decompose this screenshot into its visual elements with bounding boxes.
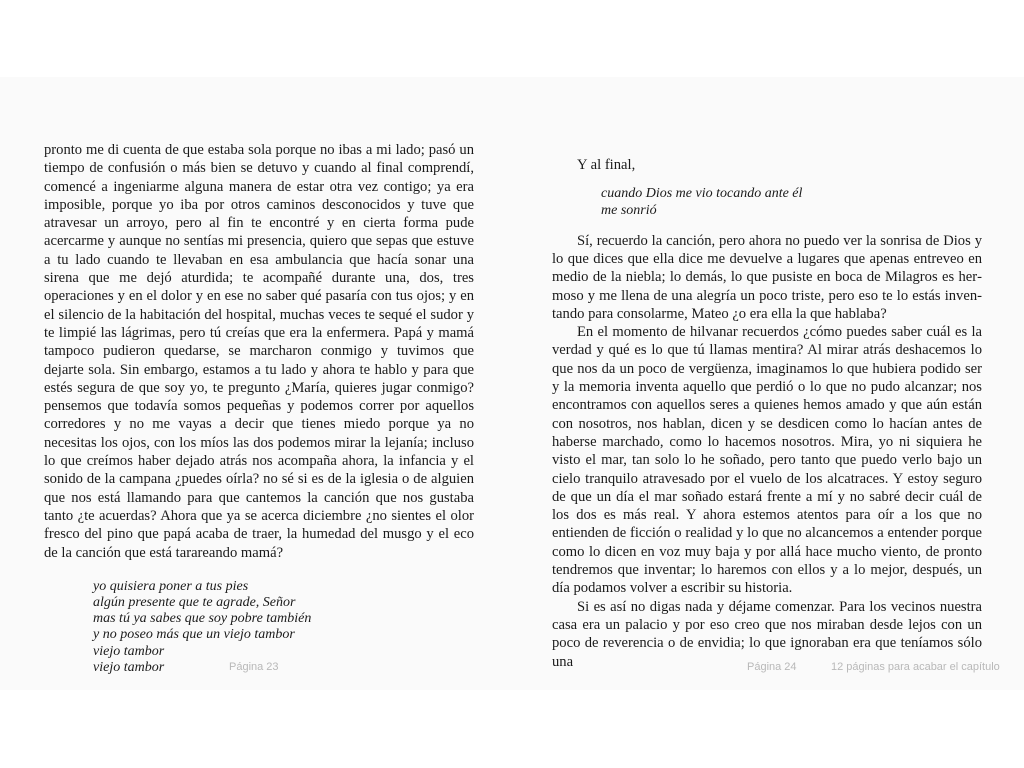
verse-line: cuando Dios me vio tocando ante él <box>601 186 803 202</box>
right-page-paragraph: Sí, recuerdo la canción, pero ahora no puedo ver la sonrisa de Dios y lo que dices que ella dice me devuelve a lugares que apenas entreveo en medio de la niebla; lo demás, lo que pusiste en boca de Milagros es hermoso y me llena de una alegría un poco triste, pero eso te lo estás inventando para consolarme, Mateo ¿o era ella la que hablaba? <box>552 232 982 322</box>
pages-remaining-in-chapter: 12 páginas para acabar el capítulo <box>831 661 1000 673</box>
right-page-number: Página 24 <box>747 661 797 673</box>
right-page-paragraph: Si es así no digas nada y déjame comenzar. Para los vecinos nuestra casa era un palacio y por eso creo que nos miraban desde lejos con un poco de reverencia o de envidia; lo que ignoraban era que teníamos sólo una <box>552 598 982 670</box>
book-reader-view[interactable] <box>0 77 1024 690</box>
right-page-verse <box>552 186 982 218</box>
verse-line: viejo tambor <box>93 643 165 659</box>
verse-line: algún presente que te agrade, Señor <box>93 595 296 611</box>
right-page-paragraph: En el momento de hilvanar recuerdos ¿cómo puedes saber cuál es la verdad y qué es lo que tú llamas mentira? Al mirar atrás deshacemos lo que nos da un poco de vergüenza, imaginamos lo que hubiera podido ser y la memoria inventa aquello que perdió o lo que no pudo alcanzar; nos encontramos con aquellos seres a quienes hemos amado y que aún están con nosotros, nos hablan, dicen y se desdicen como lo hacían antes de haberse marchado, como lo hacemos nosotros. Mira, yo ni siquiera he visto el mar, tan solo lo he soñado, pero tanto que puedo verlo bajo un cielo tranquilo atravesado por el vuelo de los alcatraces. Y estoy seguro de que un día el mar soñado estará frente a mí y no sabré decir cuál de los dos es más real. Y ahora estemos atentos para oír a los que no entienden de ficción o realidad y lo que no alcancemos a entender porque como lo dicen en voz muy baja y por allá hace mucho viento, de pronto tendremos que inventar; lo haremos con ellos y a lo mejor, después, un día podamos volver a escribir su historia. <box>552 324 982 597</box>
verse-line: viejo tambor <box>93 659 165 675</box>
verse-line: yo quisiera poner a tus pies <box>93 578 249 594</box>
left-page <box>44 141 474 676</box>
verse-line: me sonrió <box>601 202 657 218</box>
right-page-lead: Y al final, <box>577 157 636 173</box>
left-page-number: Página 23 <box>229 661 279 673</box>
right-page <box>552 156 982 671</box>
left-page-paragraph: pronto me di cuenta de que estaba sola porque no ibas a mi lado; pasó un tiempo de confusión o más bien se detuvo y cuando al final comprendí, comencé a ingeniarme alguna manera de estar otra vez contigo; ya era imposible, porque yo iba por otros caminos desconocidos y tuve que atravesar un arroyo, pero al fin te encontré y en cierta forma pude acercarme y aunque no sentías mi presencia, quiero que sepas que estuve a tu lado cuando te llevaban en esa ambulancia que hacía sonar una sirena que me dejó aturdida; te acompañé durante una, dos, tres operaciones y en el dolor y en ese no saber qué pasaría con tus ojos; y en el silencio de la habitación del hospital, muchas veces te sequé el sudor y te limpié las lágrimas, pero tú creías que era la enfermera. Papá y mamá tampoco pudieron quedarse, se marcharon conmigo y tuvimos que dejarte sola. Sin embargo, estamos a tu lado y ahora te hablo y para que estés segura de que soy yo, te pregunto ¿María, quieres jugar conmigo? pensemos que todavía somos pequeñas y podemos correr por aquellos corredores y no me vayas a decir que tienes miedo porque ya no necesitas los ojos, con los míos las dos podemos mirar la lejanía; incluso lo que creímos haber dejado atrás nos acompaña ahora, la infancia y el sonido de la campana ¿puedes oírla? no sé si es de la iglesia o de alguien que nos está llamando para que cantemos la canción que nos gustaba tanto ¿te acuerdas? Ahora que ya se acerca diciembre ¿no sientes el olor fresco del pino que papá acaba de traer, la humedad del musgo y el eco de la canción que está tarareando mamá? <box>44 142 474 561</box>
verse-line: mas tú ya sabes que soy pobre también <box>93 611 312 627</box>
verse-line: y no poseo más que un viejo tambor <box>93 627 295 643</box>
